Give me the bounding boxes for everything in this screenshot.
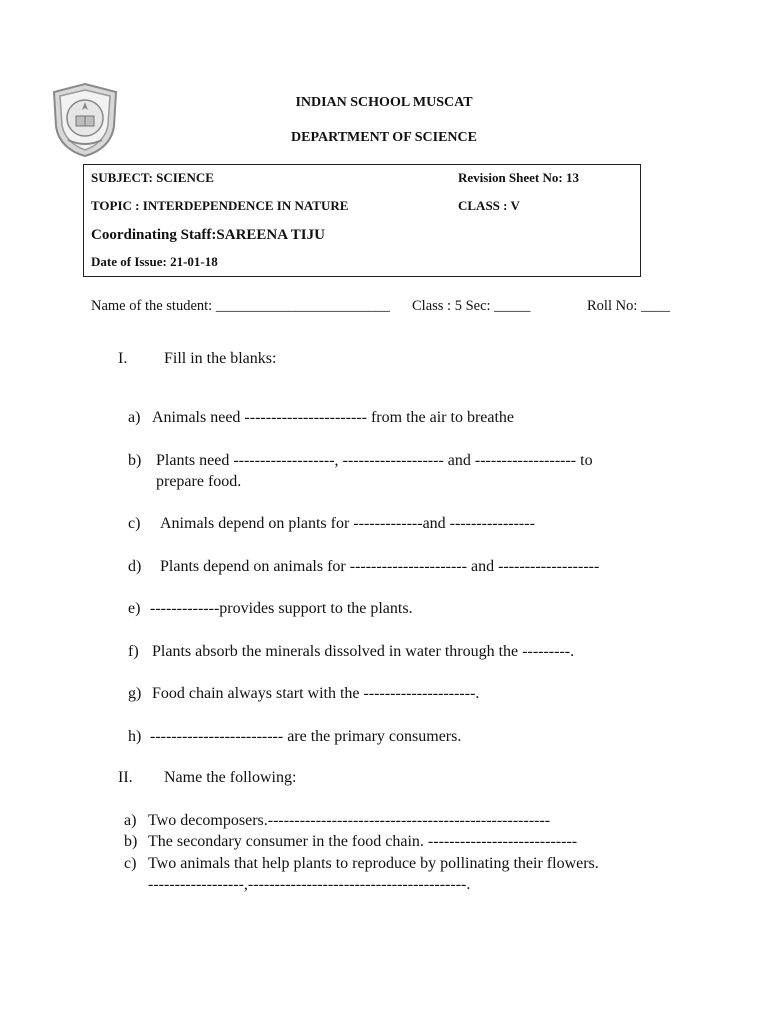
question-label: a) [128, 409, 141, 426]
question-text: -------------provides support to the plants. [150, 600, 413, 617]
class-label: CLASS : V [458, 198, 520, 213]
class-section-field: Class : 5 Sec: _____ [412, 298, 531, 314]
question-label: c) [128, 515, 141, 532]
student-name-field: Name of the student: ________________________ [91, 298, 390, 314]
revision-sheet-label: Revision Sheet No: 13 [458, 170, 579, 185]
school-crest-icon [50, 82, 120, 158]
question-text: Food chain always start with the ---------------------. [152, 685, 480, 702]
question-label: e) [128, 600, 141, 617]
school-name: INDIAN SCHOOL MUSCAT [295, 95, 473, 110]
section-2-title: Name the following: [164, 769, 297, 786]
question-label: h) [128, 728, 142, 745]
department-name: DEPARTMENT OF SCIENCE [291, 130, 477, 145]
question-label: f) [128, 643, 139, 660]
section-2-number: II. [118, 769, 133, 786]
question-label: b) [124, 833, 138, 850]
question-label: d) [128, 558, 142, 575]
question-text: ------------------------- are the primary consumers. [150, 728, 462, 745]
coordinating-staff-label: Coordinating Staff:SAREENA TIJU [91, 227, 325, 243]
question-text: Plants depend on animals for ---------------------- and ------------------- [160, 558, 600, 575]
question-text-continued: prepare food. [156, 473, 242, 490]
section-1-number: I. [118, 350, 128, 367]
subject-label: SUBJECT: SCIENCE [91, 170, 214, 185]
question-text: Two decomposers.----------------------------------------------------- [148, 812, 551, 829]
topic-label: TOPIC : INTERDEPENDENCE IN NATURE [91, 198, 349, 213]
question-text: Animals need ----------------------- from the air to breathe [152, 409, 515, 426]
question-text: Two animals that help plants to reproduce by pollinating their flowers. [148, 855, 599, 872]
section-1-title: Fill in the blanks: [164, 350, 277, 367]
question-label: g) [128, 685, 142, 702]
question-text: The secondary consumer in the food chain. ---------------------------- [148, 833, 578, 850]
question-text: Animals depend on plants for -------------and ---------------- [160, 515, 535, 532]
date-of-issue-label: Date of Issue: 21-01-18 [91, 254, 218, 269]
question-label: b) [128, 452, 142, 469]
roll-number-field: Roll No: ____ [587, 298, 670, 314]
question-label: a) [124, 812, 137, 829]
question-label: c) [124, 855, 137, 872]
question-text: Plants absorb the minerals dissolved in water through the ---------. [152, 643, 575, 660]
question-text: Plants need -------------------, ------------------- and ------------------- to [156, 452, 593, 469]
question-text-continued: ------------------,-----------------------------------------. [148, 876, 471, 893]
